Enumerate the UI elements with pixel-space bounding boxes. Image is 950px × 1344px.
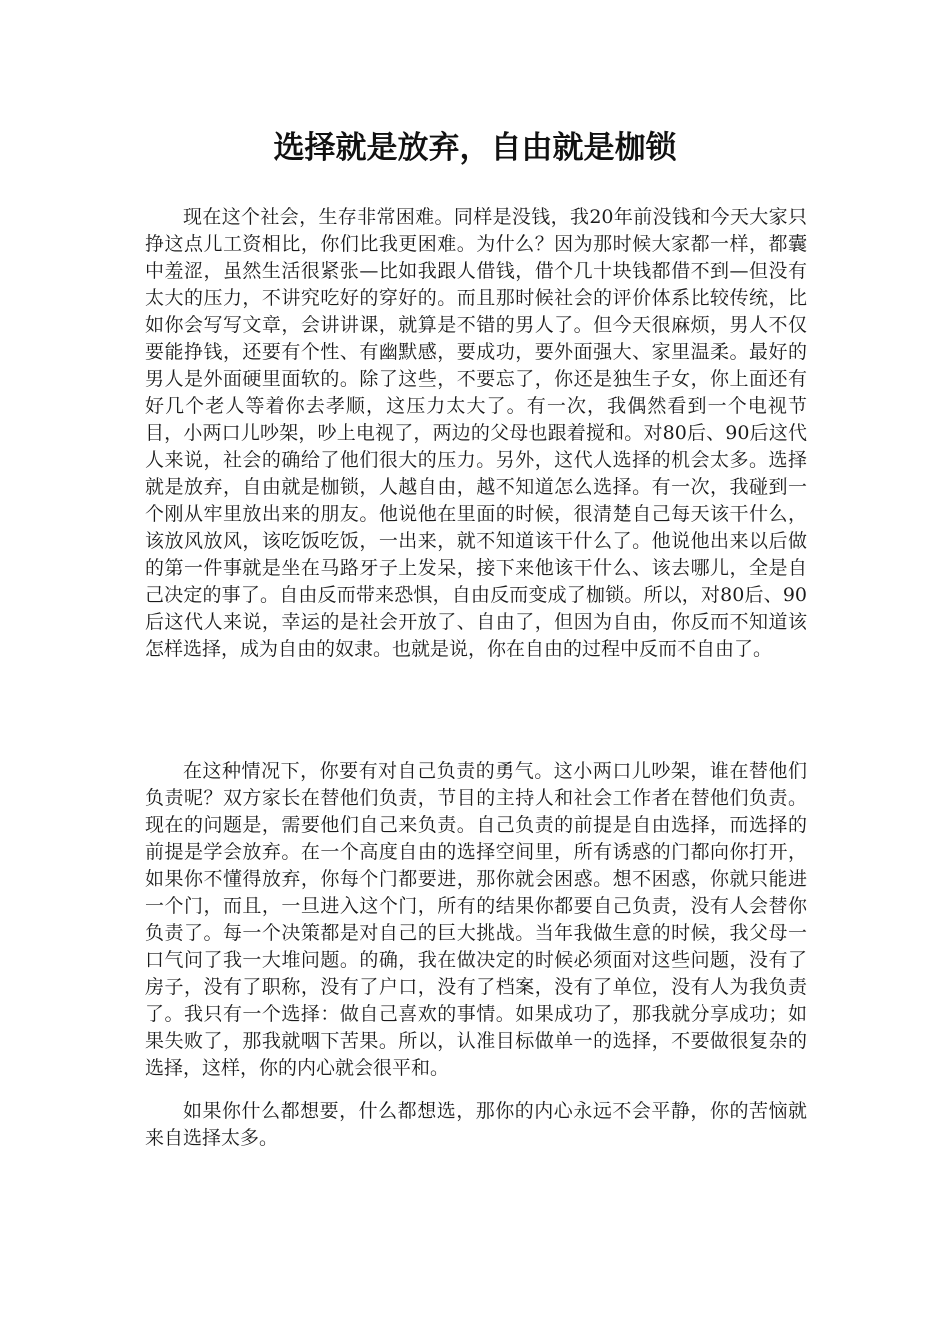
paragraph-3: 如果你什么都想要，什么都想选，那你的内心永远不会平静，你的苦恼就来自选择太多。 [145, 1100, 807, 1149]
paragraph-2: 在这种情况下，你要有对自己负责的勇气。这小两口儿吵架，谁在替他们负责呢？双方家长在替他们负责，节目的主持人和社会工作者在替他们负责。现在的问题是，需要他们自己来负责。自己负责的前提是自由选择，而选择的前提是学会放弃。在一个高度自由的选择空间里，所有诱惑的门都向你打开，如果你不懂得放弃，你每个门都要进，那你就会困惑。想不困惑，你就只能进一个门，而且，一旦进入这个门，所有的结果你都要自己负责，没有人会替你负责了。每一个决策都是对自己的巨大挑战。当年我做生意的时候，我父母一口气问了我一大堆问题。的确，我在做决定的时候必须面对这些问题，没有了房子，没有了职称，没有了户口，没有了档案，没有了单位，没有人为我负责了。我只有一个选择：做自己喜欢的事情。如果成功了，那我就分享成功；如果失败了，那我就咽下苦果。所以，认准目标做单一的选择，不要做很复杂的选择，这样，你的内心就会很平和。 [145, 760, 807, 1079]
document-title: 选择就是放弃，自由就是枷锁 [273, 130, 677, 166]
paragraph-1: 现在这个社会，生存非常困难。同样是没钱，我20年前没钱和今天大家只挣这点儿工资相比，你们比我更困难。为什么？因为那时候大家都一样，都囊中羞涩，虽然生活很紧张—比如我跟人借钱，借个几十块钱都借不到—但没有太大的压力，不讲究吃好的穿好的。而且那时候社会的评价体系比较传统，比如你会写写文章，会讲讲课，就算是不错的男人了。但今天很麻烦，男人不仅要能挣钱，还要有个性、有幽默感，要成功，要外面强大、家里温柔。最好的男人是外面硬里面软的。除了这些，不要忘了，你还是独生子女，你上面还有好几个老人等着你去孝顺，这压力太大了。有一次，我偶然看到一个电视节目，小两口儿吵架，吵上电视了，两边的父母也跟着搅和。对80后、90后这代人来说，社会的确给了他们很大的压力。另外，这代人选择的机会太多。选择就是放弃，自由就是枷锁，人越自由，越不知道怎么选择。有一次，我碰到一个刚从牢里放出来的朋友。他说他在里面的时候，很清楚自己每天该干什么，该放风放风，该吃饭吃饭，一出来，就不知道该干什么了。他说他出来以后做的第一件事就是坐在马路牙子上发呆，接下来他该干什么、该去哪儿，全是自己决定的事了。自由反而带来恐惧，自由反而变成了枷锁。所以，对80后、90后这代人来说，幸运的是社会开放了、自由了，但因为自由，你反而不知道该怎样选择，成为自由的奴隶。也就是说，你在自由的过程中反而不自由了。 [145, 206, 807, 660]
